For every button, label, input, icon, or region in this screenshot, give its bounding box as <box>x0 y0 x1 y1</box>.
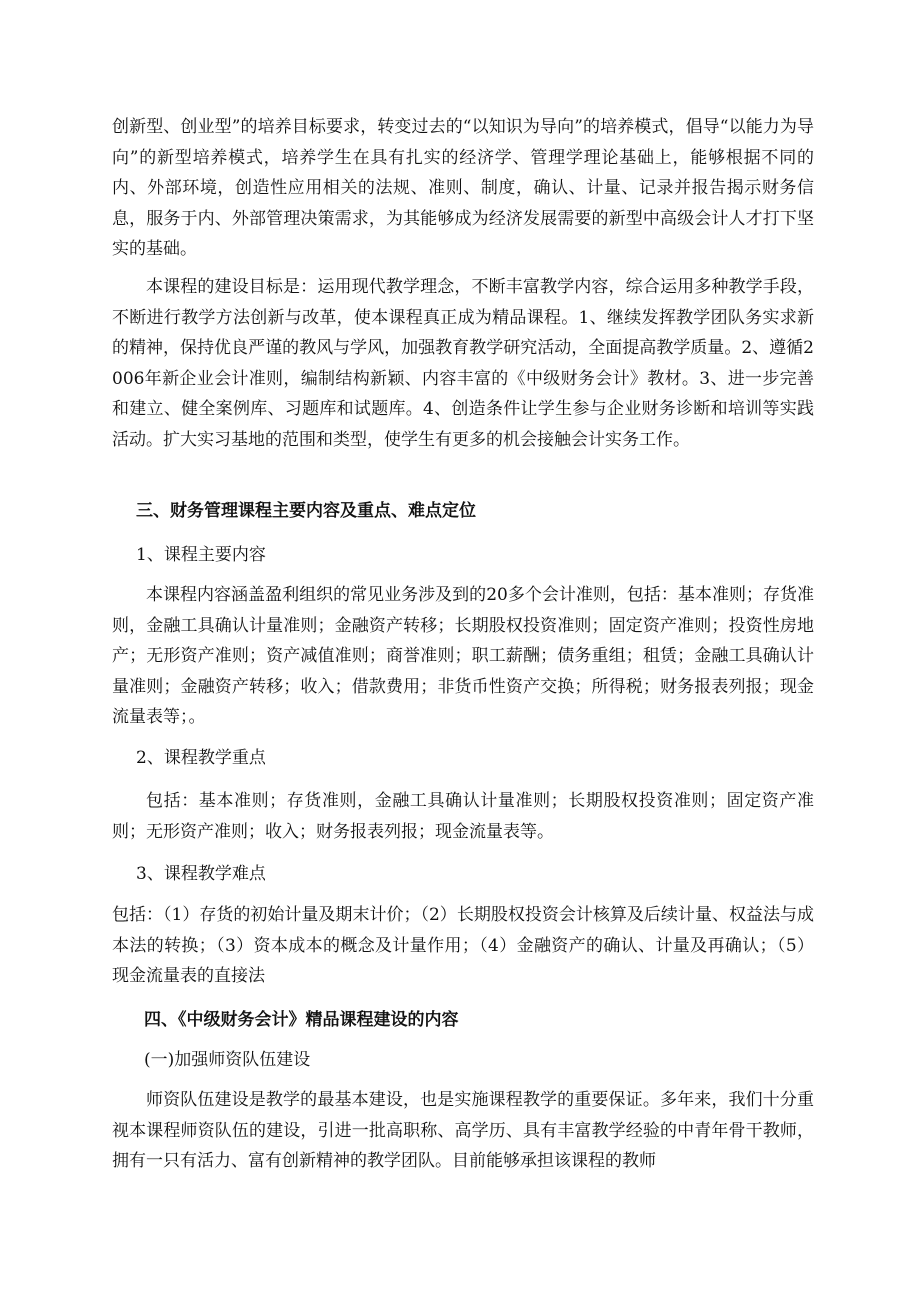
paragraph-difficult-points: 包括：（1）存货的初始计量及期末计价；（2）长期股权投资会计核算及后续计量、权益法与成本法的转换；（3）资本成本的概念及计量作用；（4）金融资产的确认、计量及再确认；（5）现金流量表的直接法 <box>112 905 814 986</box>
subheading-difficult-points: 3、课程教学难点 <box>136 864 266 884</box>
subheading-faculty: (一)加强师资队伍建设 <box>144 1050 311 1070</box>
subheading-main-content: 1、课程主要内容 <box>136 545 266 565</box>
paragraph-key-points: 包括：基本准则；存货准则，金融工具确认计量准则；长期股权投资准则；固定资产准则；无形资产准则；收入；财务报表列报；现金流量表等。 <box>112 791 814 842</box>
paragraph-faculty: 师资队伍建设是教学的最基本建设，也是实施课程教学的重要保证。多年来，我们十分重视本课程师资队伍的建设，引进一批高职称、高学历、具有丰富教学经验的中青年骨干教师，拥有一只有活力、富有创新精神的教学团队。目前能够承担该课程的教师 <box>112 1090 814 1171</box>
section-heading-4: 四、《中级财务会计》精品课程建设的内容 <box>144 1010 459 1030</box>
paragraph-training-model: 创新型、创业型”的培养目标要求，转变过去的“以知识为导向”的培养模式，倡导“以能力为导向”的新型培养模式，培养学生在具有扎实的经济学、管理学理论基础上，能够根据不同的内、外部环境，创造性应用相关的法规、准则、制度，确认、计量、记录并报告揭示财务信息，服务于内、外部管理决策需求，为其能够成为经济发展需要的新型中高级会计人才打下坚实的基础。 <box>112 117 814 259</box>
section-heading-3: 三、财务管理课程主要内容及重点、难点定位 <box>136 501 476 521</box>
subheading-key-points: 2、课程教学重点 <box>136 748 266 768</box>
paragraph-course-goal: 本课程的建设目标是：运用现代教学理念，不断丰富教学内容，综合运用多种教学手段，不断进行教学方法创新与改革，使本课程真正成为精品课程。1、继续发挥教学团队务实求新的精神，保持优良严谨的教风与学风，加强教育教学研究活动，全面提高教学质量。2、遵循2006年新企业会计准则，编制结构新颖、内容丰富的《中级财务会计》教材。3、进一步完善和建立、健全案例库、习题库和试题库。4、创造条件让学生参与企业财务诊断和培训等实践活动。扩大实习基地的范围和类型，使学生有更多的机会接触会计实务工作。 <box>112 277 814 450</box>
paragraph-main-content: 本课程内容涵盖盈利组织的常见业务涉及到的20多个会计准则，包括：基本准则；存货准则，金融工具确认计量准则；金融资产转移；长期股权投资准则；固定资产准则；投资性房地产；无形资产准则；资产减值准则；商誉准则；职工薪酬；债务重组；租赁；金融工具确认计量准则；金融资产转移；收入；借款费用；非货币性资产交换；所得税；财务报表列报；现金流量表等；。 <box>112 585 814 727</box>
